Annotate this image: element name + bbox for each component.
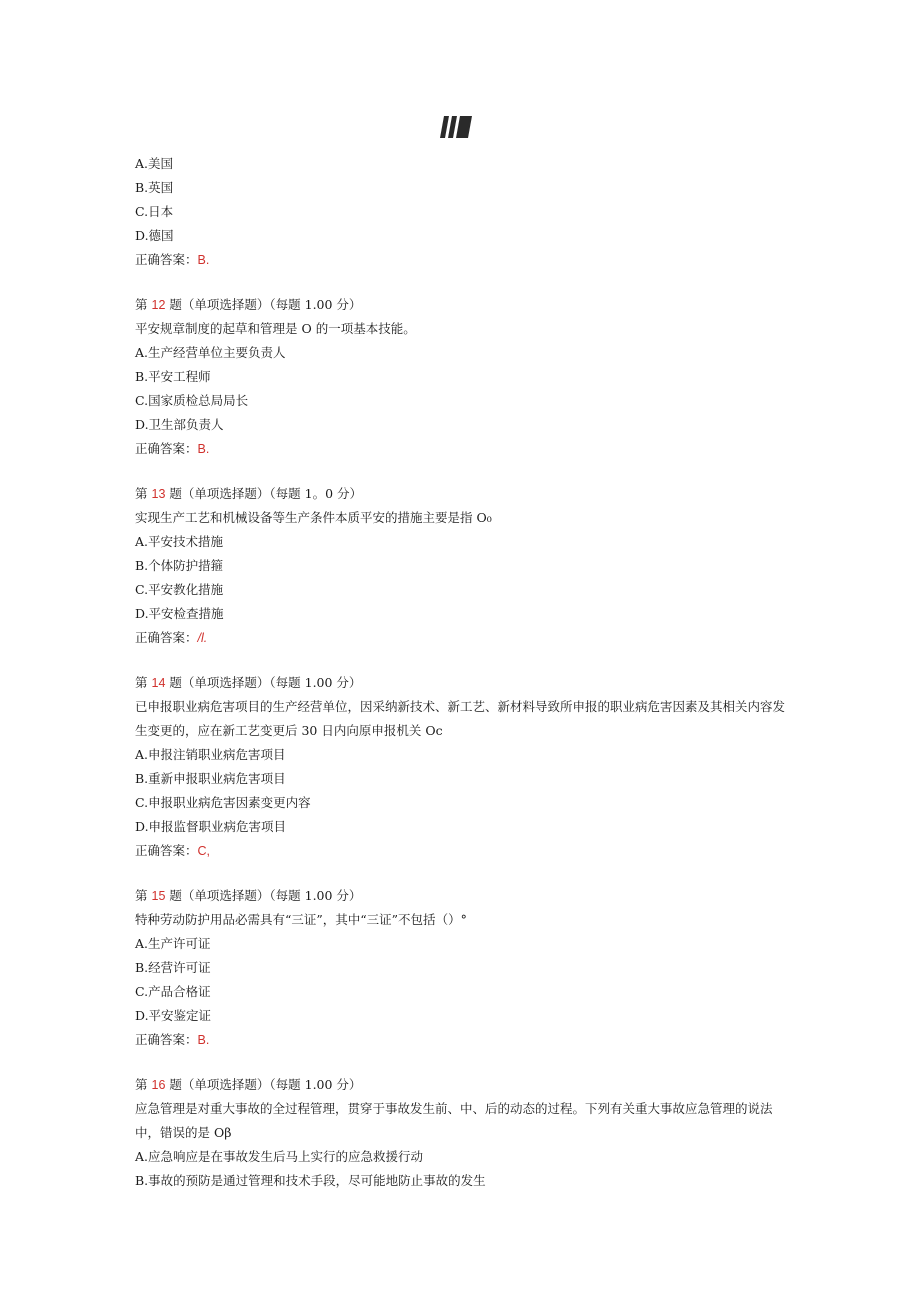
question-stem: 已申报职业病危害项目的生产经营单位，因采纳新技术、新工艺、新材料导致所申报的职业病危害因素及其相关内容发生变更的，应在新工艺变更后 30 日内向原申报机关 Oc bbox=[135, 699, 786, 738]
option-d: D.卫生部负责人 bbox=[135, 417, 224, 432]
question-meta: 题（单项选择题）（每题 1.00 分） bbox=[169, 888, 362, 903]
answer-label: 正确答案： bbox=[135, 843, 198, 858]
option-b: B.平安工程师 bbox=[135, 369, 211, 384]
question-stem: 平安规章制度的起草和管理是 O 的一项基本技能。 bbox=[135, 321, 416, 336]
question-number: 13 bbox=[151, 487, 166, 501]
option-b: B.重新申报职业病危害项目 bbox=[135, 771, 286, 786]
answer-value: C, bbox=[197, 844, 211, 858]
question-meta: 题（单项选择题）（每题 1。0 分） bbox=[169, 486, 362, 501]
option-a: A.生产许可证 bbox=[135, 936, 211, 951]
option-c: C.平安教化措施 bbox=[135, 582, 224, 597]
answer-line bbox=[135, 437, 795, 461]
answer-line bbox=[135, 248, 795, 272]
question-stem: 特种劳动防护用品必需具有“三证”，其中“三证”不包括（）° bbox=[135, 912, 467, 927]
answer-label: 正确答案： bbox=[135, 252, 198, 267]
question-block-14 bbox=[135, 671, 795, 863]
option-c: C.产品合格证 bbox=[135, 984, 211, 999]
option-a: A.生产经营单位主要负责人 bbox=[135, 345, 286, 360]
option-b: B.英国 bbox=[135, 180, 174, 195]
question-number: 16 bbox=[151, 1078, 166, 1092]
answer-label: 正确答案： bbox=[135, 630, 198, 645]
question-block-13 bbox=[135, 482, 795, 650]
option-c: C.国家质检总局局长 bbox=[135, 393, 249, 408]
answer-label: 正确答案： bbox=[135, 441, 198, 456]
question-header bbox=[135, 671, 795, 695]
option-a: A.申报注销职业病危害项目 bbox=[135, 747, 286, 762]
question-number: 14 bbox=[151, 676, 166, 690]
option-c: C.日本 bbox=[135, 204, 174, 219]
question-prefix: 第 bbox=[135, 1077, 148, 1092]
option-d: D.德国 bbox=[135, 228, 174, 243]
option-d: D.申报监督职业病危害项目 bbox=[135, 819, 287, 834]
option-a: A.美国 bbox=[135, 156, 174, 171]
logo-stripes-icon bbox=[436, 116, 476, 138]
question-meta: 题（单项选择题）（每题 1.00 分） bbox=[169, 297, 362, 312]
question-meta: 题（单项选择题）（每题 1.00 分） bbox=[169, 675, 362, 690]
question-block-16 bbox=[135, 1073, 795, 1193]
option-a: A.应急响应是在事故发生后马上实行的应急救援行动 bbox=[135, 1149, 424, 1164]
answer-value: /l. bbox=[197, 631, 208, 645]
option-d: D.平安鉴定证 bbox=[135, 1008, 212, 1023]
question-stem: 应急管理是对重大事故的全过程管理，贯穿于事故发生前、中、后的动态的过程。下列有关重大事故应急管理的说法中，错误的是 Oβ bbox=[135, 1101, 773, 1140]
question-stem: 实现生产工艺和机械设备等生产条件本质平安的措施主要是指 O₀ bbox=[135, 510, 492, 525]
option-b: B.经营许可证 bbox=[135, 960, 211, 975]
question-prefix: 第 bbox=[135, 297, 148, 312]
question-block-12 bbox=[135, 293, 795, 461]
option-a: A.平安技术措施 bbox=[135, 534, 224, 549]
option-b: B.事故的预防是通过管理和技术手段，尽可能地防止事故的发生 bbox=[135, 1173, 486, 1188]
question-list bbox=[135, 152, 795, 1214]
question-meta: 题（单项选择题）（每题 1.00 分） bbox=[169, 1077, 362, 1092]
option-d: D.平安检查措施 bbox=[135, 606, 224, 621]
answer-line bbox=[135, 1028, 795, 1052]
answer-label: 正确答案： bbox=[135, 1032, 198, 1047]
question-header bbox=[135, 482, 795, 506]
option-b: B.个体防护措箍 bbox=[135, 558, 224, 573]
question-number: 15 bbox=[151, 889, 166, 903]
question-header bbox=[135, 1073, 795, 1097]
question-prefix: 第 bbox=[135, 675, 148, 690]
question-block-15 bbox=[135, 884, 795, 1052]
question-prefix: 第 bbox=[135, 888, 148, 903]
answer-line bbox=[135, 839, 795, 863]
answer-value: B. bbox=[197, 1033, 210, 1047]
answer-value: B. bbox=[197, 253, 210, 267]
option-c: C.申报职业病危害因素变更内容 bbox=[135, 795, 311, 810]
answer-line bbox=[135, 626, 795, 650]
question-block-11 bbox=[135, 152, 795, 272]
question-number: 12 bbox=[151, 298, 166, 312]
question-header bbox=[135, 293, 795, 317]
answer-value: B. bbox=[197, 442, 210, 456]
question-header bbox=[135, 884, 795, 908]
question-prefix: 第 bbox=[135, 486, 148, 501]
